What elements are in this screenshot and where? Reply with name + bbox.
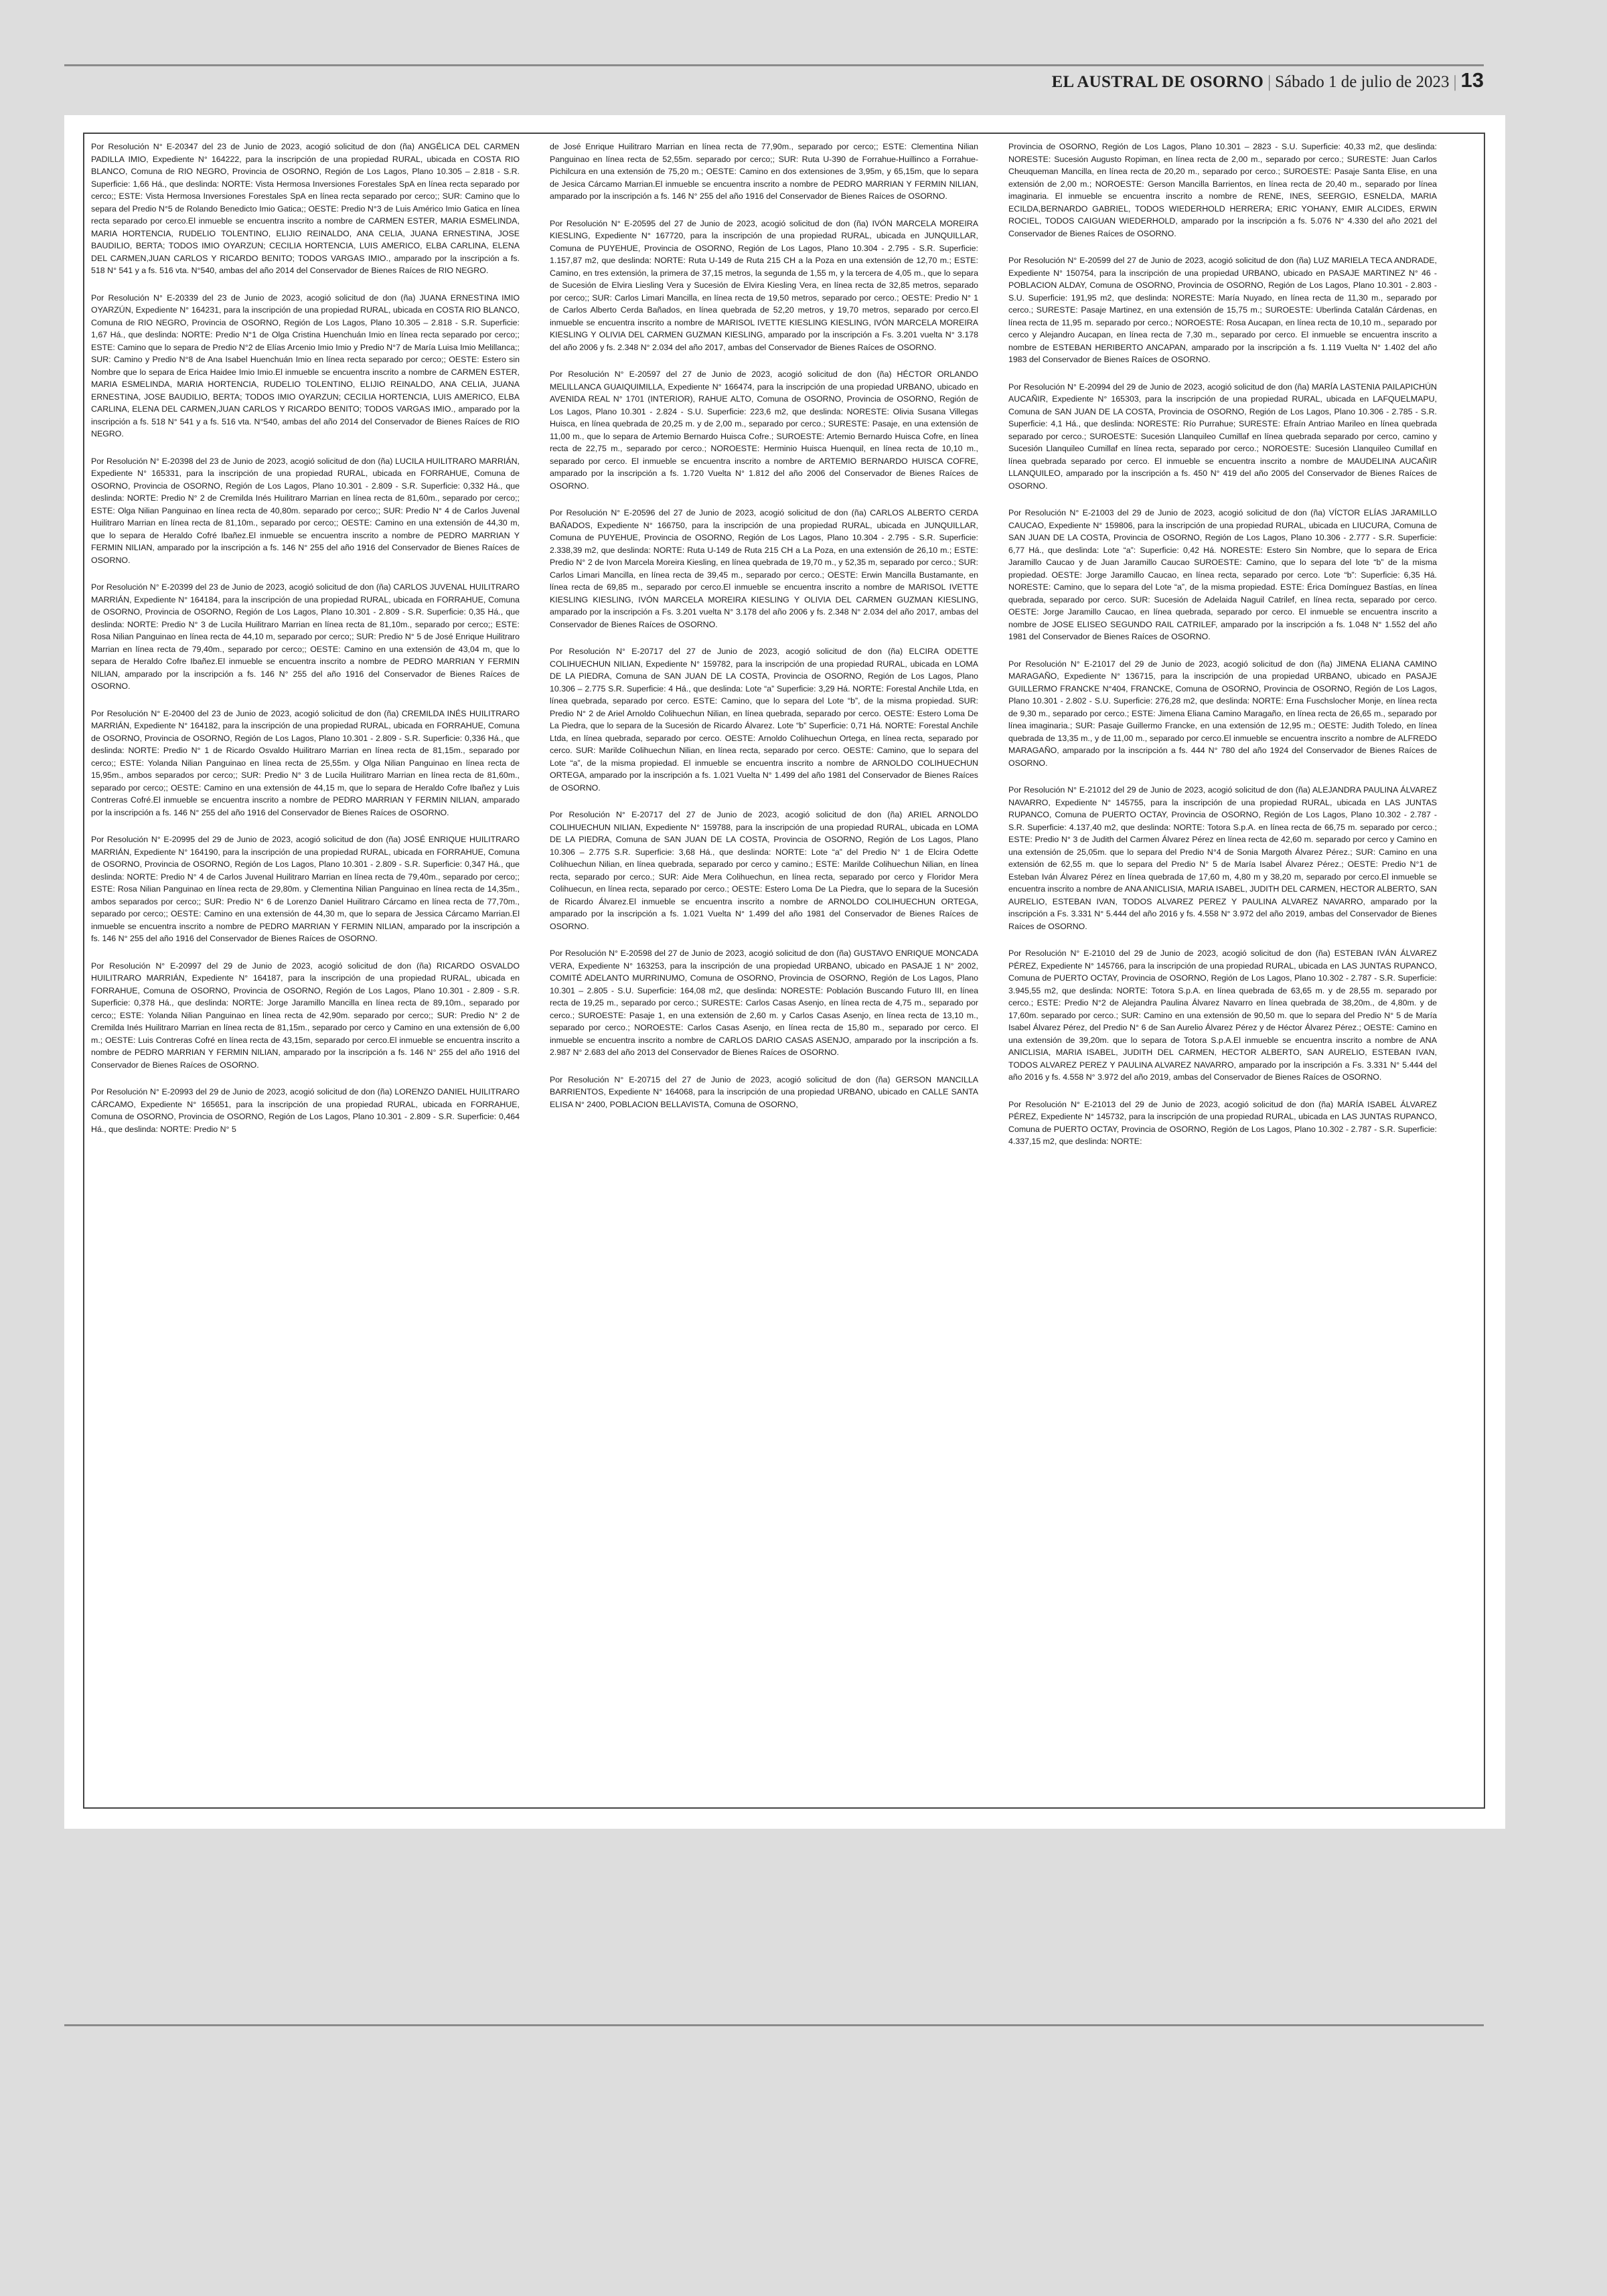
header-rule: [64, 64, 1484, 66]
notice: Por Resolución N° E-20339 del 23 de Junio de 2023, acogió solicitud de don (ña) JUANA ERNESTINA IMIO OYARZÚN, Expediente N° 164231, para la inscripción de una propiedad RURAL, ubicada en COSTA RIO BLANCO, Comuna de RIO NEGRO, Provincia de OSORNO, Región de Los Lagos, Plano 10.305 – 2.818 - S.R. Superficie: 1,67 Há., que deslinda: NORTE: Predio N°1 de Olga Cristina Huenchuán Imio en línea recta separado por cerco;; ESTE: Camino que lo separa de Predio N°2 de Elías Arcenio Imio Imio y Predio N°7 de María Luisa Imio Melillanca;; SUR: Camino y Predio N°8 de Ana Isabel Huenchuán Imio en línea recta separado por cerco;; OESTE: Estero sin Nombre que lo separa de Erica Haidee Imio Imio.El inmueble se encuentra inscrito a nombre de CARMEN ESTER, MARIA ESMELINDA, MARIA HORTENCIA, RUDELIO TOLENTINO, ELIJIO REINALDO, ANA CELIA, JUANA ERNESTINA, JOSE BAUDILIO, BERTA; TODOS IMIO OYARZUN; CECILIA HORTENCIA, LUIS AMERICO, ELBA CARLINA, ELENA DEL CARMEN,JUAN CARLOS Y RICARDO BENITO; TODOS VARGAS IMIO., amparado por la inscripción a fs. 518 N° 541 y a fs. 516 vta. N°540, ambas del año 2014 del Conservador de Bienes Raíces de RIO NEGRO.: [91, 293, 520, 438]
notice: Por Resolución N° E-20597 del 27 de Junio de 2023, acogió solicitud de don (ña) HÉCTOR ORLANDO MELILLANCA GUAIQUIMILLA, Expediente N° 166474, para la inscripción de una propiedad URBANO, ubicado en AVENIDA REAL N° 1701 (INTERIOR), RAHUE ALTO, Comuna de OSORNO, Provincia de OSORNO, Región de Los Lagos, Plano 10.301 - 2.824 - S.U. Superficie: 223,6 m2, que deslinda: NORESTE: Olivia Susana Villegas Huisca, en línea quebrada de 20,25 m. y de 2,00 m., separado por cerco.; SURESTE: Pasaje, en una extensión de 11,00 m., que lo separa de Artemio Bernardo Huisca Cofre.; SUROESTE: Artemio Bernardo Huisca Cofre, en línea recta de 22,75 m., separado por cerco.; NOROESTE: Herminio Huisca Huenquil, en línea recta de 10,10 m., separado por cerco. El inmueble se encuentra inscrito a nombre de ARTEMIO BERNARDO HUISCA COFRE, amparado por la inscripción a fs. 1.720 Vuelta N° 1.812 del año 2006 del Conservador de Bienes Raíces de OSORNO.: [550, 370, 978, 491]
notice: Por Resolución N° E-21017 del 29 de Junio de 2023, acogió solicitud de don (ña) JIMENA ELIANA CAMINO MARAGAÑO, Expediente N° 136715, para la inscripción de una propiedad URBANO, ubicado en PASAJE GUILLERMO FRANCKE N°404, FRANCKE, Comuna de OSORNO, Provincia de OSORNO, Región de Los Lagos, Plano 10.301 - 2.802 - S.U. Superficie: 276,28 m2, que deslinda: NORTE: Erna Fuschslocher Monje, en línea recta de 9,30 m., separado por cerco.; ESTE: Jimena Eliana Camino Maragaño, en línea recta de 26,65 m., separado por línea imaginaria.; SUR: Pasaje Guillermo Francke, en una extensión de 12,95 m.; OESTE: Judith Toledo, en línea quebrada de 13,35 m., y de 11,00 m., separado por cerco.El inmueble se encuentra inscrito a nombre de ALFREDO MARAGAÑO, amparado por la inscripción a fs. 444 N° 780 del año 1924 del Conservador de Bienes Raíces de OSORNO.: [1008, 659, 1437, 768]
notice: de José Enrique Huilitraro Marrian en línea recta de 77,90m., separado por cerco;; ESTE: Clementina Nilian Panguinao en línea recta de 52,55m. separado por cerco;; SUR: Ruta U-390 de Forrahue-Huillinco a Forrahue-Pichilcura en una extensión de 75,20 m.; OESTE: Camino en dos extensiones de 3,95m, y 65,15m, que lo separa de Jesica Cárcamo Marrian.El inmueble se encuentra inscrito a nombre de PEDRO MARRIAN Y FERMIN NILIAN, amparado por la inscripción a fs. 146 N° 255 del año 1916 del Conservador de Bienes Raíces de OSORNO.: [550, 142, 978, 201]
notice: Provincia de OSORNO, Región de Los Lagos, Plano 10.301 – 2823 - S.U. Superficie: 40,33 m2, que deslinda: NORESTE: Sucesión Augusto Ropiman, en línea recta de 2,00 m., separado por cerco.; SURESTE: Juan Carlos Cheuqueman Mancilla, en línea recta de 20,20 m., separado por cerco.; SUROESTE: Pasaje Santa Elise, en una extensión de 2,00 m.; NOROESTE: Gerson Mancilla Barrientos, en línea recta de 20,40 m., separado por línea imaginaria. El inmueble se encuentra inscrito a nombre de RENE, INES, SEERGIO, ESNELDA, MARIA ECILDA,BERNARDO GABRIEL, TODOS WIEDERHOLD HERRERA; ERIC YOHANY, EMIR ALCIDES, ERWIN ROCIEL, TODOS CAIGUAN WIEDERHOLD, amparado por la inscripción a fs. 5.076 N° 4.330 del año 2021 del Conservador de Bienes Raíces de OSORNO.: [1008, 142, 1437, 238]
notice: Por Resolución N° E-20997 del 29 de Junio de 2023, acogió solicitud de don (ña) RICARDO OSVALDO HUILITRARO MARRIÁN, Expediente N° 164187, para la inscripción de una propiedad RURAL, ubicada en FORRAHUE, Comuna de OSORNO, Provincia de OSORNO, Región de Los Lagos, Plano 10.301 - 2.809 - S.R. Superficie: 0,378 Há., que deslinda: NORTE: Jorge Jaramillo Mancilla en línea recta de 89,10m., separado por cerco;; ESTE: Yolanda Nilian Panguinao en línea recta de 42,90m. separado por cerco;; SUR: Predio N° 2 de Cremilda Inés Huilitraro Marrian en línea recta de 81,15m., separado por cerco y Camino en una extensión de 6,00 m.; OESTE: Luis Contreras Cofré en línea recta de 43,15m, separado por cerco.El inmueble se encuentra inscrito a nombre de PEDRO MARRIAN Y FERMIN NILIAN, amparado por la inscripción a fs. 146 N° 255 del año 1916 del Conservador de Bienes Raíces de OSORNO.: [91, 961, 520, 1070]
notice: Por Resolución N° E-20717 del 27 de Junio de 2023, acogió solicitud de don (ña) ARIEL ARNOLDO COLIHUECHUN NILIAN, Expediente N° 159788, para la inscripción de una propiedad RURAL, ubicada en LOMA DE LA PIEDRA, Comuna de SAN JUAN DE LA COSTA, Provincia de OSORNO, Región de Los Lagos, Plano 10.306 – 2.775 S.R. Superficie: 3,68 Há., que deslinda: NORTE: Lote “a” del Predio N° 1 de Elcira Odette Colihuechun Nilian, en línea quebrada, separado por cerco y camino.; ESTE: Marilde Colihuechun Nilian, en línea recta, separado por cerco.; SUR: Aide Mera Colihuechun, en línea recta, separado por cerco y Floridor Mera Colihuecun, en línea recta, separado por cerco.; OESTE: Estero Loma De La Piedra, que lo separa de la Sucesión de Ricardo Álvarez.El inmueble se encuentra inscrito a nombre de ARNOLDO COLIHUECHUN ORTEGA, amparado por la inscripción a fs. 1.021 Vuelta N° 1.499 del año 1981 del Conservador de Bienes Raíces de OSORNO.: [550, 810, 978, 931]
publication-name: EL AUSTRAL DE OSORNO: [1051, 73, 1264, 91]
notices-columns: [91, 141, 1437, 1163]
notice: Por Resolución N° E-21013 del 29 de Junio de 2023, acogió solicitud de don (ña) MARÍA ISABEL ÁLVAREZ PÉREZ, Expediente N° 145732, para la inscripción de una propiedad RURAL, ubicada en LAS JUNTAS RUPANCO, Comuna de PUERTO OCTAY, Provincia de OSORNO, Región de Los Lagos, Plano 10.302 - 2.787 - S.R. Superficie: 4.337,15 m2, que deslinda: NORTE:: [1008, 1099, 1437, 1146]
notice: Por Resolución N° E-20717 del 27 de Junio de 2023, acogió solicitud de don (ña) ELCIRA ODETTE COLIHUECHUN NILIAN, Expediente N° 159782, para la inscripción de una propiedad RURAL, ubicada en LOMA DE LA PIEDRA, Comuna de SAN JUAN DE LA COSTA, Provincia de OSORNO, Región de Los Lagos, Plano 10.306 – 2.775 S.R. Superficie: 4 Há., que deslinda: Lote “a” Superficie: 3,29 Há. NORTE: Forestal Anchile Ltda, en línea quebrada, separado por cerco. ESTE: Camino, que lo separa del Lote “b”, de la misma propiedad. SUR: Predio N° 2 de Ariel Arnoldo Colihuechun Nilian, en línea quebrada, separado por cerco. OESTE: Estero Loma De La Piedra, que lo separa de la Sucesión de Ricardo Álvarez. Lote “b” Superficie: 0,71 Há. NORTE: Forestal Anchile Ltda, en línea quebrada, separado por cerco. OESTE: Arnoldo Colihuechun Ortega, en línea recta, separado por cerco. SUR: Marilde Colihuechun Nilian, en línea recta, separado por cerco. OESTE: Camino, que lo separa del Lote “a”, de la misma propiedad. El inmueble se encuentra inscrito a nombre de ARNOLDO COLIHUECHUN ORTEGA, amparado por la inscripción a fs. 1.021 Vuelta N° 1.499 del año 1981 del Conservador de Bienes Raíces de OSORNO.: [550, 647, 978, 793]
notice: Por Resolución N° E-20993 del 29 de Junio de 2023, acogió solicitud de don (ña) LORENZO DANIEL HUILITRARO CÁRCAMO, Expediente N° 165651, para la inscripción de una propiedad RURAL, ubicada en FORRAHUE, Comuna de OSORNO, Provincia de OSORNO, Región de Los Lagos, Plano 10.301 - 2.809 - S.R. Superficie: 0,464 Há., que deslinda: NORTE: Predio N° 5: [91, 1087, 520, 1134]
notice: Por Resolución N° E-20596 del 27 de Junio de 2023, acogió solicitud de don (ña) CARLOS ALBERTO CERDA BAÑADOS, Expediente N° 166750, para la inscripción de una propiedad RURAL, ubicada en JUNQUILLAR, Comuna de PUYEHUE, Provincia de OSORNO, Región de Los Lagos, Plano 10.304 - 2.795 - S.R. Superficie: 2.338,39 m2, que deslinda: NORTE: Ruta U-149 de Ruta 215 CH a La Poza, en una extensión de 26,10 m.; ESTE: Predio N° 2 de Ivon Marcela Moreira Kiesling, en línea quebrada de 19,70 m., y 52,35 m, separado por cerco.; SUR: Carlos Limari Mancilla, en línea recta de 39,45 m., separado por cerco.; OESTE: Erwin Mancilla Bustamante, en línea recta de 69,85 m., separado por cerco.El inmueble se encuentra inscrito a nombre de MARISOL IVETTE KIESLING KIESLING, IVÓN MARCELA MOREIRA KIESLING Y OLIVIA DEL CARMEN GUZMAN KIESLING, amparado por la inscripción a Fs. 3.201 vuelta N° 3.178 del año 2006 y fs. 2.348 N° 2.034 del año 2017, ambas del Conservador de Bienes Raíces de OSORNO.: [550, 508, 978, 629]
notice: Por Resolución N° E-20995 del 29 de Junio de 2023, acogió solicitud de don (ña) JOSÉ ENRIQUE HUILITRARO MARRIÁN, Expediente N° 164190, para la inscripción de una propiedad RURAL, ubicada en FORRAHUE, Comuna de OSORNO, Provincia de OSORNO, Región de Los Lagos, Plano 10.301 - 2.809 - S.R. Superficie: 0,347 Há., que deslinda: NORTE: Predio N° 4 de Carlos Juvenal Huilitraro Marrian en línea recta de 79,40m., separado por cerco;; ESTE: Rosa Nilian Panguinao en línea recta de 29,80m. y Clementina Nilian Panguinao en línea recta de 14,35m., ambos separados por cerco;; SUR: Predio N° 6 de Lorenzo Daniel Huilitraro Cárcamo en línea recta de 77,70m., separado por cerco;; OESTE: Camino en una extensión de 44,30 m, que lo separa de Jessica Cárcamo Marrian.El inmueble se encuentra inscrito a nombre de PEDRO MARRIAN Y FERMIN NILIAN, amparado por la inscripción a fs. 146 N° 255 del año 1916 del Conservador de Bienes Raíces de OSORNO.: [91, 835, 520, 943]
column-2: [550, 141, 978, 1163]
notice: Por Resolución N° E-20347 del 23 de Junio de 2023, acogió solicitud de don (ña) ANGÉLICA DEL CARMEN PADILLA IMIO, Expediente N° 164222, para la inscripción de una propiedad RURAL, ubicada en COSTA RIO BLANCO, Comuna de RIO NEGRO, Provincia de OSORNO, Región de Los Lagos, Plano 10.305 – 2.818 - S.R. Superficie: 1,66 Há., que deslinda: NORTE: Vista Hermosa Inversiones Forestales SpA en línea recta separado por cerco;; ESTE: Vista Hermosa Inversiones Forestales SpA en línea recta separado por cerco;; SUR: Camino que lo separa del Predio N°5 de Rolando Benedicto Imio Gatica;; OESTE: Predio N°3 de Luis Américo Imio Gatica en línea recta separado por cerco.El inmueble se encuentra inscrito a nombre de CARMEN ESTER, MARIA ESMELINDA, MARIA HORTENCIA, RUDELIO TOLENTINO, ELIJIO REINALDO, ANA CELIA, JUANA ERNESTINA, JOSE BAUDILIO, BERTA; TODOS IMIO OYARZUN; CECILIA HORTENCIA, LUIS AMERICO, ELBA CARLINA, ELENA DEL CARMEN,JUAN CARLOS Y RICARDO BENITO; TODOS VARGAS IMIO., amparado por la inscripción a fs. 518 N° 541 y a fs. 516 vta. N°540, ambas del año 2014 del Conservador de Bienes Raíces de RIO NEGRO.: [91, 142, 520, 275]
publication-date: Sábado 1 de julio de 2023: [1275, 73, 1450, 91]
notice: Por Resolución N° E-20598 del 27 de Junio de 2023, acogió solicitud de don (ña) GUSTAVO ENRIQUE MONCADA VERA, Expediente N° 163253, para la inscripción de una propiedad URBANO, ubicado en PASAJE 1 N° 2002, COMITÉ ADELANTO MURRINUMO, Comuna de OSORNO, Provincia de OSORNO, Región de Los Lagos, Plano 10.301 – 2.805 - S.U. Superficie: 164,08 m2, que deslinda: NORESTE: Población Buscando Futuro III, en línea recta de 19,25 m., separado por cerco.; SURESTE: Carlos Casas Asenjo, en línea recta de 4,75 m., separado por cerco.; SUROESTE: Pasaje 1, en una extensión de 2,60 m. y Carlos Casas Asenjo, en línea recta de 13,10 m., separado por cerco.; NOROESTE: Carlos Casas Asenjo, en línea recta de 15,80 m., separado por cerco. El inmueble se encuentra inscrito a nombre de CARLOS DARIO CASAS ASENJO, amparado por la inscripción a fs. 2.987 N° 2.683 del año 2013 del Conservador de Bienes Raíces de OSORNO.: [550, 949, 978, 1057]
notice: Por Resolución N° E-20399 del 23 de Junio de 2023, acogió solicitud de don (ña) CARLOS JUVENAL HUILITRARO MARRIÁN, Expediente N° 164184, para la inscripción de una propiedad RURAL, ubicada en FORRAHUE, Comuna de OSORNO, Provincia de OSORNO, Región de Los Lagos, Plano 10.301 - 2.809 - S.R. Superficie: 0,35 Há., que deslinda: NORTE: Predio N° 3 de Lucila Huilitraro Marrian en línea recta de 81,10m., separado por cerco;; ESTE: Rosa Nilian Panguinao en línea recta de 44,10 m, separado por cerco;; SUR: Predio N° 5 de José Enrique Huilitraro Marrian en línea recta de 79,40m., separado por cerco;; OESTE: Camino en una extensión de 43,04 m, que lo separa de Heraldo Cofre Ibañez.El inmueble se encuentra inscrito a nombre de PEDRO MARRIAN Y FERMIN NILIAN, amparado por la inscripción a fs. 146 N° 255 del año 1916 del Conservador de Bienes Raíces de OSORNO.: [91, 582, 520, 691]
notice: Por Resolución N° E-20994 del 29 de Junio de 2023, acogió solicitud de don (ña) MARÍA LASTENIA PAILAPICHÚN AUCAÑIR, Expediente N° 165303, para la inscripción de una propiedad RURAL, ubicada en LAFQUELMAPU, Comuna de SAN JUAN DE LA COSTA, Provincia de OSORNO, Región de Los Lagos, Plano 10.306 - 2.785 - S.R. Superficie: 4,1 Há., que deslinda: NORESTE: Río Purrahue; SURESTE: Efraín Antriao Marileo en línea quebrada separado por cerco.; SUROESTE: Sucesión Llanquileo Cumillaf en línea quebrada separado por cerco, camino y Sucesión Llanquileo Cumillaf en línea recta, separado por cerco.; NOROESTE: Sucesión Llanquileo Cumillaf en línea quebrada separado por cerco. El inmueble se encuentra inscrito a nombre de MAUDELINA AUCAÑIR LLANQUILEO, amparado por la inscripción a fs. 450 N° 419 del año 2005 del Conservador de Bienes Raíces de OSORNO.: [1008, 382, 1437, 491]
notice: Por Resolución N° E-20715 del 27 de Junio de 2023, acogió solicitud de don (ña) GERSON MANCILLA BARRIENTOS, Expediente N° 164068, para la inscripción de una propiedad URBANO, ubicado en CALLE SANTA ELISA N° 2400, POBLACION BELLAVISTA, Comuna de OSORNO,: [550, 1074, 978, 1109]
notice: Por Resolución N° E-21003 del 29 de Junio de 2023, acogió solicitud de don (ña) VÍCTOR ELÍAS JARAMILLO CAUCAO, Expediente N° 159806, para la inscripción de una propiedad RURAL, ubicada en LIUCURA, Comuna de SAN JUAN DE LA COSTA, Provincia de OSORNO, Región de Los Lagos, Plano 10.306 - 2.777 - S.R. Superficie: 6,77 Há., que deslinda: Lote “a”: Superficie: 0,42 Há. NORESTE: Estero Sin Nombre, que lo separa de Erica Jaramillo Caucao y de Juan Jaramillo Caucao SUROESTE: Camino, que lo separa del lote “b” de la misma propiedad. OESTE: Jorge Jaramillo Caucao, en línea recta, separado por cerco. Lote “b”: Superficie: 6,35 Há. NORESTE: Camino, que lo separa del Lote “a”, de la misma propiedad. ESTE: Érica Domínguez Bastías, en línea quebrada, separado por cerco. SUR: Sucesión de Adelaida Naguil Catrilef, en línea recta, separado por cerco. OESTE: Jorge Jaramillo Caucao, en línea quebrada, separado por cerco. El inmueble se encuentra inscrito a nombre de JOSE ELISEO SEGUNDO RAIL CATRILEF, amparado por la inscripción a fs. 1.048 N° 1.552 del año 1981 del Conservador de Bienes Raíces de OSORNO.: [1008, 508, 1437, 641]
column-1: [91, 141, 520, 1163]
newspaper-page: [64, 115, 1505, 1829]
footer-rule: [64, 2024, 1484, 2026]
notice: Por Resolución N° E-20398 del 23 de Junio de 2023, acogió solicitud de don (ña) LUCILA HUILITRARO MARRIÁN, Expediente N° 165331, para la inscripción de una propiedad RURAL, ubicada en FORRAHUE, Comuna de OSORNO, Provincia de OSORNO, Región de Los Lagos, Plano 10.301 - 2.809 - S.R. Superficie: 0,332 Há., que deslinda: NORTE: Predio N° 2 de Cremilda Inés Huilitraro Marrian en línea recta de 81,60m., separado por cerco;; ESTE: Olga Nilian Panguinao en línea recta de 40,80m. separado por cerco;; SUR: Predio N° 4 de Carlos Juvenal Huilitraro Marrian en línea recta de 81,10m., separado por cerco;; OESTE: Camino en una extensión de 44,30 m, que lo separa de Heraldo Cofré Ibañez.El inmueble se encuentra inscrito a nombre de PEDRO MARRIAN Y FERMIN NILIAN, amparado por la inscripción a fs. 146 N° 255 del año 1916 del Conservador de Bienes Raíces de OSORNO.: [91, 456, 520, 565]
notice: Por Resolución N° E-20599 del 27 de Junio de 2023, acogió solicitud de don (ña) LUZ MARIELA TECA ANDRADE, Expediente N° 150754, para la inscripción de una propiedad URBANO, ubicado en PASAJE MARTINEZ N° 46 - POBLACION ALDAY, Comuna de OSORNO, Provincia de OSORNO, Región de Los Lagos, Plano 10.301 - 2.803 - S.U. Superficie: 191,95 m2, que deslinda: NORESTE: María Nuyado, en línea recta de 11,30 m., separado por cerco.; SURESTE: Pasaje Martinez, en una extensión de 15,75 m.; SUROESTE: Uberlinda Catalán Cárdenas, en línea recta de 11,95 m. separado por cerco.; NOROESTE: Rosa Aucapan, en línea recta de 10,10 m., separado por cerco y Alejandro Aucapan, en línea recta de 7,30 m., separado por cerco. El inmueble se encuentra inscrito a nombre de ESTEBAN HERIBERTO ANCAPAN, amparado por la inscripción a fs. 1.119 Vuelta N° 1.402 del año 1983 del Conservador de Bienes Raíces de OSORNO.: [1008, 256, 1437, 364]
column-3: [1008, 141, 1437, 1163]
notice: Por Resolución N° E-20595 del 27 de Junio de 2023, acogió solicitud de don (ña) IVÓN MARCELA MOREIRA KIESLING, Expediente N° 167720, para la inscripción de una propiedad RURAL, ubicada en JUNQUILLAR, Comuna de PUYEHUE, Provincia de OSORNO, Región de Los Lagos, Plano 10.304 - 2.795 - S.R. Superficie: 1.157,87 m2, que deslinda: NORTE: Ruta U-149 de Ruta 215 CH a la Poza en una extensión de 12,70 m.; ESTE: Camino, en tres extensión, la primera de 37,15 metros, la segunda de 1,55 m, y la tercera de 4,05 m., que lo separa de Sucesión de Elvira Liesling Vera y Sucesión de Elvira Kiesling Vera, en línea recta de 32,85 metros, separado por cerco;; SUR: Carlos Limari Mancilla, en línea recta de 19,50 metros, separado por cerco.; OESTE: Predio N° 1 de Carlos Alberto Cerda Bañados, en línea quebrada de 52,20 metros, y 19,70 metros, separado por cerco.El inmueble se encuentra inscrito a nombre de MARISOL IVETTE KIESLING KIESLING, IVÓN MARCELA MOREIRA KIESLING Y OLIVIA DEL CARMEN GUZMAN KIESLING, amparado por la inscripción a Fs. 3.201 vuelta N° 3.178 del año 2006 y fs. 2.348 N° 2.034 del año 2017, ambas del Conservador de Bienes Raíces de OSORNO.: [550, 218, 978, 352]
page-header: EL AUSTRAL DE OSORNO | Sábado 1 de julio de 2023 | 13: [1051, 68, 1484, 92]
notice: Por Resolución N° E-20400 del 23 de Junio de 2023, acogió solicitud de don (ña) CREMILDA INÉS HUILITRARO MARRIÁN, Expediente N° 164182, para la inscripción de una propiedad RURAL, ubicada en FORRAHUE, Comuna de OSORNO, Provincia de OSORNO, Región de Los Lagos, Plano 10.301 - 2.809 - S.R. Superficie: 0,336 Há., que deslinda: NORTE: Predio N° 1 de Ricardo Osvaldo Huilitraro Marrian en línea recta de 81,15m., separado por cerco;; ESTE: Yolanda Nilian Panguinao en línea recta de 25,55m. y Olga Nilian Panguinao en línea recta de 15,95m., ambos separados por cerco;; SUR: Predio N° 3 de Lucila Huilitraro Marrian en línea recta de 81,60m., separado por cerco;; OESTE: Camino en una extensión de 44,15 m, que lo separa de Heraldo Cofre Ibañez y Luis Contreras Cofré.El inmueble se encuentra inscrito a nombre de PEDRO MARRIAN Y FERMIN NILIAN, amparado por la inscripción a fs. 146 N° 255 del año 1916 del Conservador de Bienes Raíces de OSORNO.: [91, 708, 520, 817]
page-number: 13: [1460, 68, 1484, 92]
notice: Por Resolución N° E-21010 del 29 de Junio de 2023, acogió solicitud de don (ña) ESTEBAN IVÁN ÁLVAREZ PÉREZ, Expediente N° 145766, para la inscripción de una propiedad RURAL, ubicada en LAS JUNTAS RUPANCO, Comuna de PUERTO OCTAY, Provincia de OSORNO, Región de Los Lagos, Plano 10.302 - 2.787 - S.R. Superficie: 3.945,55 m2, que deslinda: NORTE: Totora S.p.A. en línea quebrada de 63,65 m. y de 28,55 m. separado por cerco.; ESTE: Predio N°2 de Alejandra Paulina Álvarez Navarro en línea quebrada de 38,20m., de 4,80m. y de 17,60m. separado por cerco.; SUR: Camino en una extensión de 90,50 m. que lo separa del Predio N° 5 de María Isabel Álvarez Pérez, del Predio N° 6 de San Aurelio Álvarez Pérez y de Héctor Álvarez Pérez.; OESTE: Camino en una extensión de 39,20m. que lo separa de Totora S.p.A.El inmueble se encuentra inscrito a nombre de ANA ANICLISIA, MARIA ISABEL, JUDITH DEL CARMEN, HECTOR ALBERTO, SAN AURELIO, ESTEBAN IVAN, TODOS ALVAREZ PEREZ Y PAULINA ALVAREZ NAVARRO, amparado por la inscripción a Fs. 3.331 N° 5.444 del año 2016 y fs. 4.558 N° 3.972 del año 2019, ambas del Conservador de Bienes Raíces de OSORNO.: [1008, 949, 1437, 1082]
notice: Por Resolución N° E-21012 del 29 de Junio de 2023, acogió solicitud de don (ña) ALEJANDRA PAULINA ÁLVAREZ NAVARRO, Expediente N° 145755, para la inscripción de una propiedad RURAL, ubicada en LAS JUNTAS RUPANCO, Comuna de PUERTO OCTAY, Provincia de OSORNO, Región de Los Lagos, Plano 10.302 - 2.787 - S.R. Superficie: 4.137,40 m2, que deslinda: NORTE: Totora S.p.A. en línea recta de 66,75 m. separado por cerco.; ESTE: Predio N° 3 de Judith del Carmen Álvarez Pérez en línea recta de 42,60 m. separado por cerco y Camino en una extensión de 25,05m. que lo separa del Predio N°4 de Sonia Margoth Álvarez Pérez.; SUR: Camino en una extensión de 62,55 m. que lo separa del Predio N° 5 de María Isabel Álvarez Pérez.; OESTE: Predio N°1 de Esteban Iván Álvarez Pérez en línea quebrada de 17,60 m, 4,80 m y 38,20 m, separado por cerco.El inmueble se encuentra inscrito a nombre de ANA ANICLISIA, MARIA ISABEL, JUDITH DEL CARMEN, HECTOR ALBERTO, SAN AURELIO, ESTEBAN IVAN, TODOS ALVAREZ PEREZ Y PAULINA ALVAREZ NAVARRO, amparado por la inscripción a Fs. 3.331 N° 5.444 del año 2016 y fs. 4.558 N° 3.972 del año 2019, ambas del Conservador de Bienes Raíces de OSORNO.: [1008, 785, 1437, 931]
